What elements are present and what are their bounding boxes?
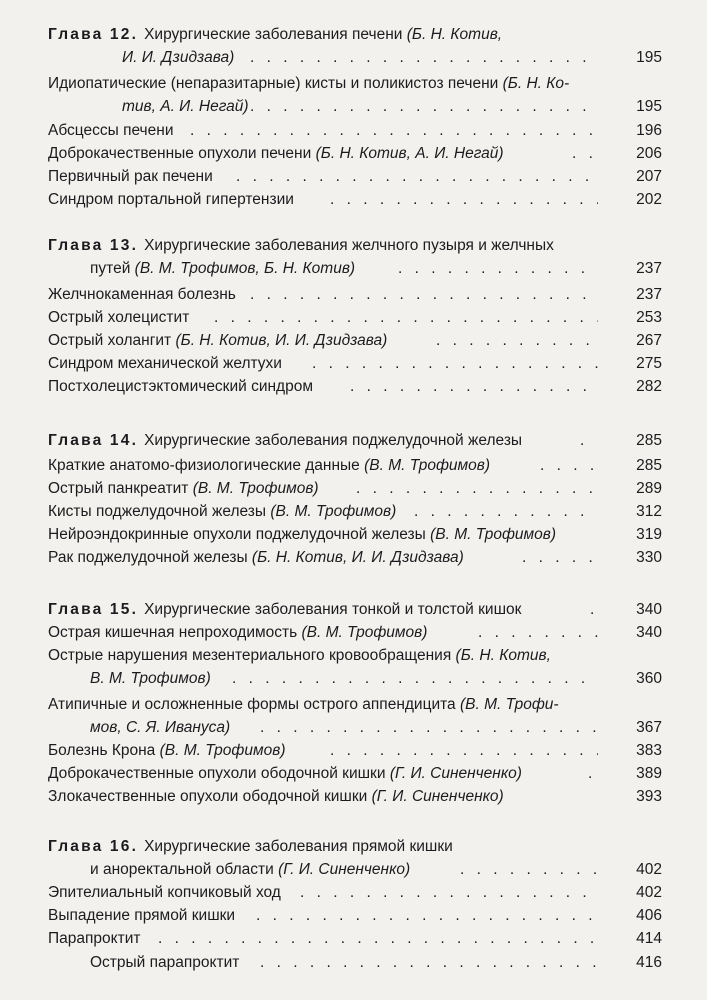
page-number: 275 xyxy=(636,355,662,372)
entry-title: Доброкачественные опухоли ободочной кишки xyxy=(48,765,386,782)
page-number: 207 xyxy=(636,168,662,185)
entry-title: Острый холангит xyxy=(48,332,172,349)
chapter-title: путей xyxy=(90,260,131,277)
page-number: 285 xyxy=(636,432,662,449)
entry-authors: (В. М. Трофимов) xyxy=(159,742,286,759)
entry-title: Эпителиальный копчиковый ход xyxy=(48,884,281,901)
leader-dots xyxy=(232,666,598,692)
leader-dots xyxy=(158,926,598,952)
page-number: 367 xyxy=(636,719,662,736)
page-number: 237 xyxy=(636,286,662,303)
page-number: 195 xyxy=(636,49,662,66)
entry-title: Нейроэндокринные опухоли поджелудочной железы xyxy=(48,526,426,543)
page-number: 206 xyxy=(636,145,662,162)
entry-authors: В. М. Трофимов) xyxy=(90,670,211,687)
entry-title: Болезнь Крона xyxy=(48,742,156,759)
entry-authors: (Б. Н. Ко- xyxy=(502,75,570,92)
page-number: 289 xyxy=(636,480,662,497)
entry-authors: (Б. Н. Котив, И. И. Дзидзава) xyxy=(251,549,464,566)
chapter-title: Хирургические заболевания поджелудочной железы xyxy=(144,432,523,449)
chapter-title: Хирургические заболевания печени xyxy=(144,26,403,43)
page-number: 253 xyxy=(636,309,662,326)
entry-title: Острый холецистит xyxy=(48,309,190,326)
page-number: 389 xyxy=(636,765,662,782)
chapter-title: и аноректальной области xyxy=(90,861,274,878)
chapter-authors: (Б. Н. Котив, xyxy=(406,26,503,43)
page-number: 319 xyxy=(636,526,662,543)
entry-title: Идиопатические (непаразитарные) кисты и поликистоз печени xyxy=(48,75,499,92)
toc-entry xyxy=(0,545,707,571)
leader-dots xyxy=(398,256,598,282)
toc-entry-cont xyxy=(0,666,707,692)
entry-authors: (В. М. Трофимов) xyxy=(192,480,319,497)
entry-title: Краткие анатомо-физиологические данные xyxy=(48,457,360,474)
leader-dots xyxy=(580,428,598,454)
entry-title: Острый парапроктит xyxy=(90,954,240,971)
chapter-authors: (В. М. Трофимов, Б. Н. Котив) xyxy=(134,260,356,277)
page-number: 402 xyxy=(636,861,662,878)
leader-dots xyxy=(250,94,598,120)
chapter-number: Глава 14. xyxy=(48,432,139,449)
chapter-title: Хирургические заболевания желчного пузыря и желчных xyxy=(144,237,554,254)
entry-authors: (Б. Н. Котив, И. И. Дзидзава) xyxy=(175,332,388,349)
toc-entry xyxy=(0,374,707,400)
entry-title: Доброкачественные опухоли печени xyxy=(48,145,312,162)
page-number: 202 xyxy=(636,191,662,208)
chapter-heading-cont xyxy=(0,45,707,71)
leader-dots xyxy=(330,187,598,213)
entry-title: Атипичные и осложненные формы острого аппендицита xyxy=(48,696,456,713)
chapter-number: Глава 16. xyxy=(48,838,139,855)
page-number: 312 xyxy=(636,503,662,520)
entry-title: Синдром портальной гипертензии xyxy=(48,191,294,208)
chapter-title: Хирургические заболевания прямой кишки xyxy=(144,838,453,855)
chapter-number: Глава 13. xyxy=(48,237,139,254)
toc-entry xyxy=(0,926,707,952)
chapter-authors: И. И. Дзидзава) xyxy=(122,49,235,66)
entry-authors: (В. М. Трофимов) xyxy=(364,457,491,474)
toc-entry-cont xyxy=(0,94,707,120)
entry-authors: (В. М. Трофимов) xyxy=(270,503,397,520)
entry-title: Синдром механической желтухи xyxy=(48,355,282,372)
leader-dots xyxy=(522,545,598,571)
entry-title: Острый панкреатит xyxy=(48,480,189,497)
chapter-title: Хирургические заболевания тонкой и толстой кишок xyxy=(144,601,522,618)
toc-entry xyxy=(0,784,707,810)
page-number: 340 xyxy=(636,601,662,618)
chapter-authors: (Г. И. Синенченко) xyxy=(278,861,411,878)
page-number: 393 xyxy=(636,788,662,805)
entry-authors: (В. М. Трофимов) xyxy=(430,526,557,543)
entry-title: Острая кишечная непроходимость xyxy=(48,624,298,641)
page-number: 360 xyxy=(636,670,662,687)
chapter-heading-cont xyxy=(0,256,707,282)
entry-authors: (Г. И. Синенченко) xyxy=(371,788,504,805)
page-number: 330 xyxy=(636,549,662,566)
page-number: 285 xyxy=(636,457,662,474)
entry-authors: тив, А. И. Негай) xyxy=(122,98,249,115)
leader-dots xyxy=(250,45,598,71)
entry-title: Абсцессы печени xyxy=(48,122,174,139)
page-number: 196 xyxy=(636,122,662,139)
entry-authors: (В. М. Трофи- xyxy=(459,696,559,713)
page-number: 406 xyxy=(636,907,662,924)
page-number: 340 xyxy=(636,624,662,641)
entry-title: Первичный рак печени xyxy=(48,168,213,185)
leader-dots xyxy=(260,950,598,976)
entry-authors: (Б. Н. Котив, А. И. Негай) xyxy=(315,145,504,162)
page-number: 195 xyxy=(636,98,662,115)
page-number: 383 xyxy=(636,742,662,759)
chapter-heading xyxy=(0,428,707,454)
page-number: 267 xyxy=(636,332,662,349)
entry-authors: мов, С. Я. Ивануса) xyxy=(90,719,231,736)
entry-authors: (В. М. Трофимов) xyxy=(301,624,428,641)
toc-entry xyxy=(0,950,707,976)
entry-title: Рак поджелудочной железы xyxy=(48,549,248,566)
page-number: 237 xyxy=(636,260,662,277)
entry-authors: (Г. И. Синенченко) xyxy=(389,765,522,782)
chapter-number: Глава 12. xyxy=(48,26,139,43)
page-number: 402 xyxy=(636,884,662,901)
leader-dots xyxy=(350,374,598,400)
page-number: 282 xyxy=(636,378,662,395)
chapter-number: Глава 15. xyxy=(48,601,139,618)
page-number: 414 xyxy=(636,930,662,947)
entry-title: Злокачественные опухоли ободочной кишки xyxy=(48,788,368,805)
entry-title: Желчнокаменная болезнь xyxy=(48,286,236,303)
entry-title: Парапроктит xyxy=(48,930,141,947)
entry-title: Кисты поджелудочной железы xyxy=(48,503,267,520)
page-number: 416 xyxy=(636,954,662,971)
entry-title: Постхолецистэктомический синдром xyxy=(48,378,313,395)
entry-title: Выпадение прямой кишки xyxy=(48,907,236,924)
entry-title: Острые нарушения мезентериального кровообращения xyxy=(48,647,452,664)
toc-entry xyxy=(0,187,707,213)
entry-authors: (Б. Н. Котив, xyxy=(455,647,551,664)
